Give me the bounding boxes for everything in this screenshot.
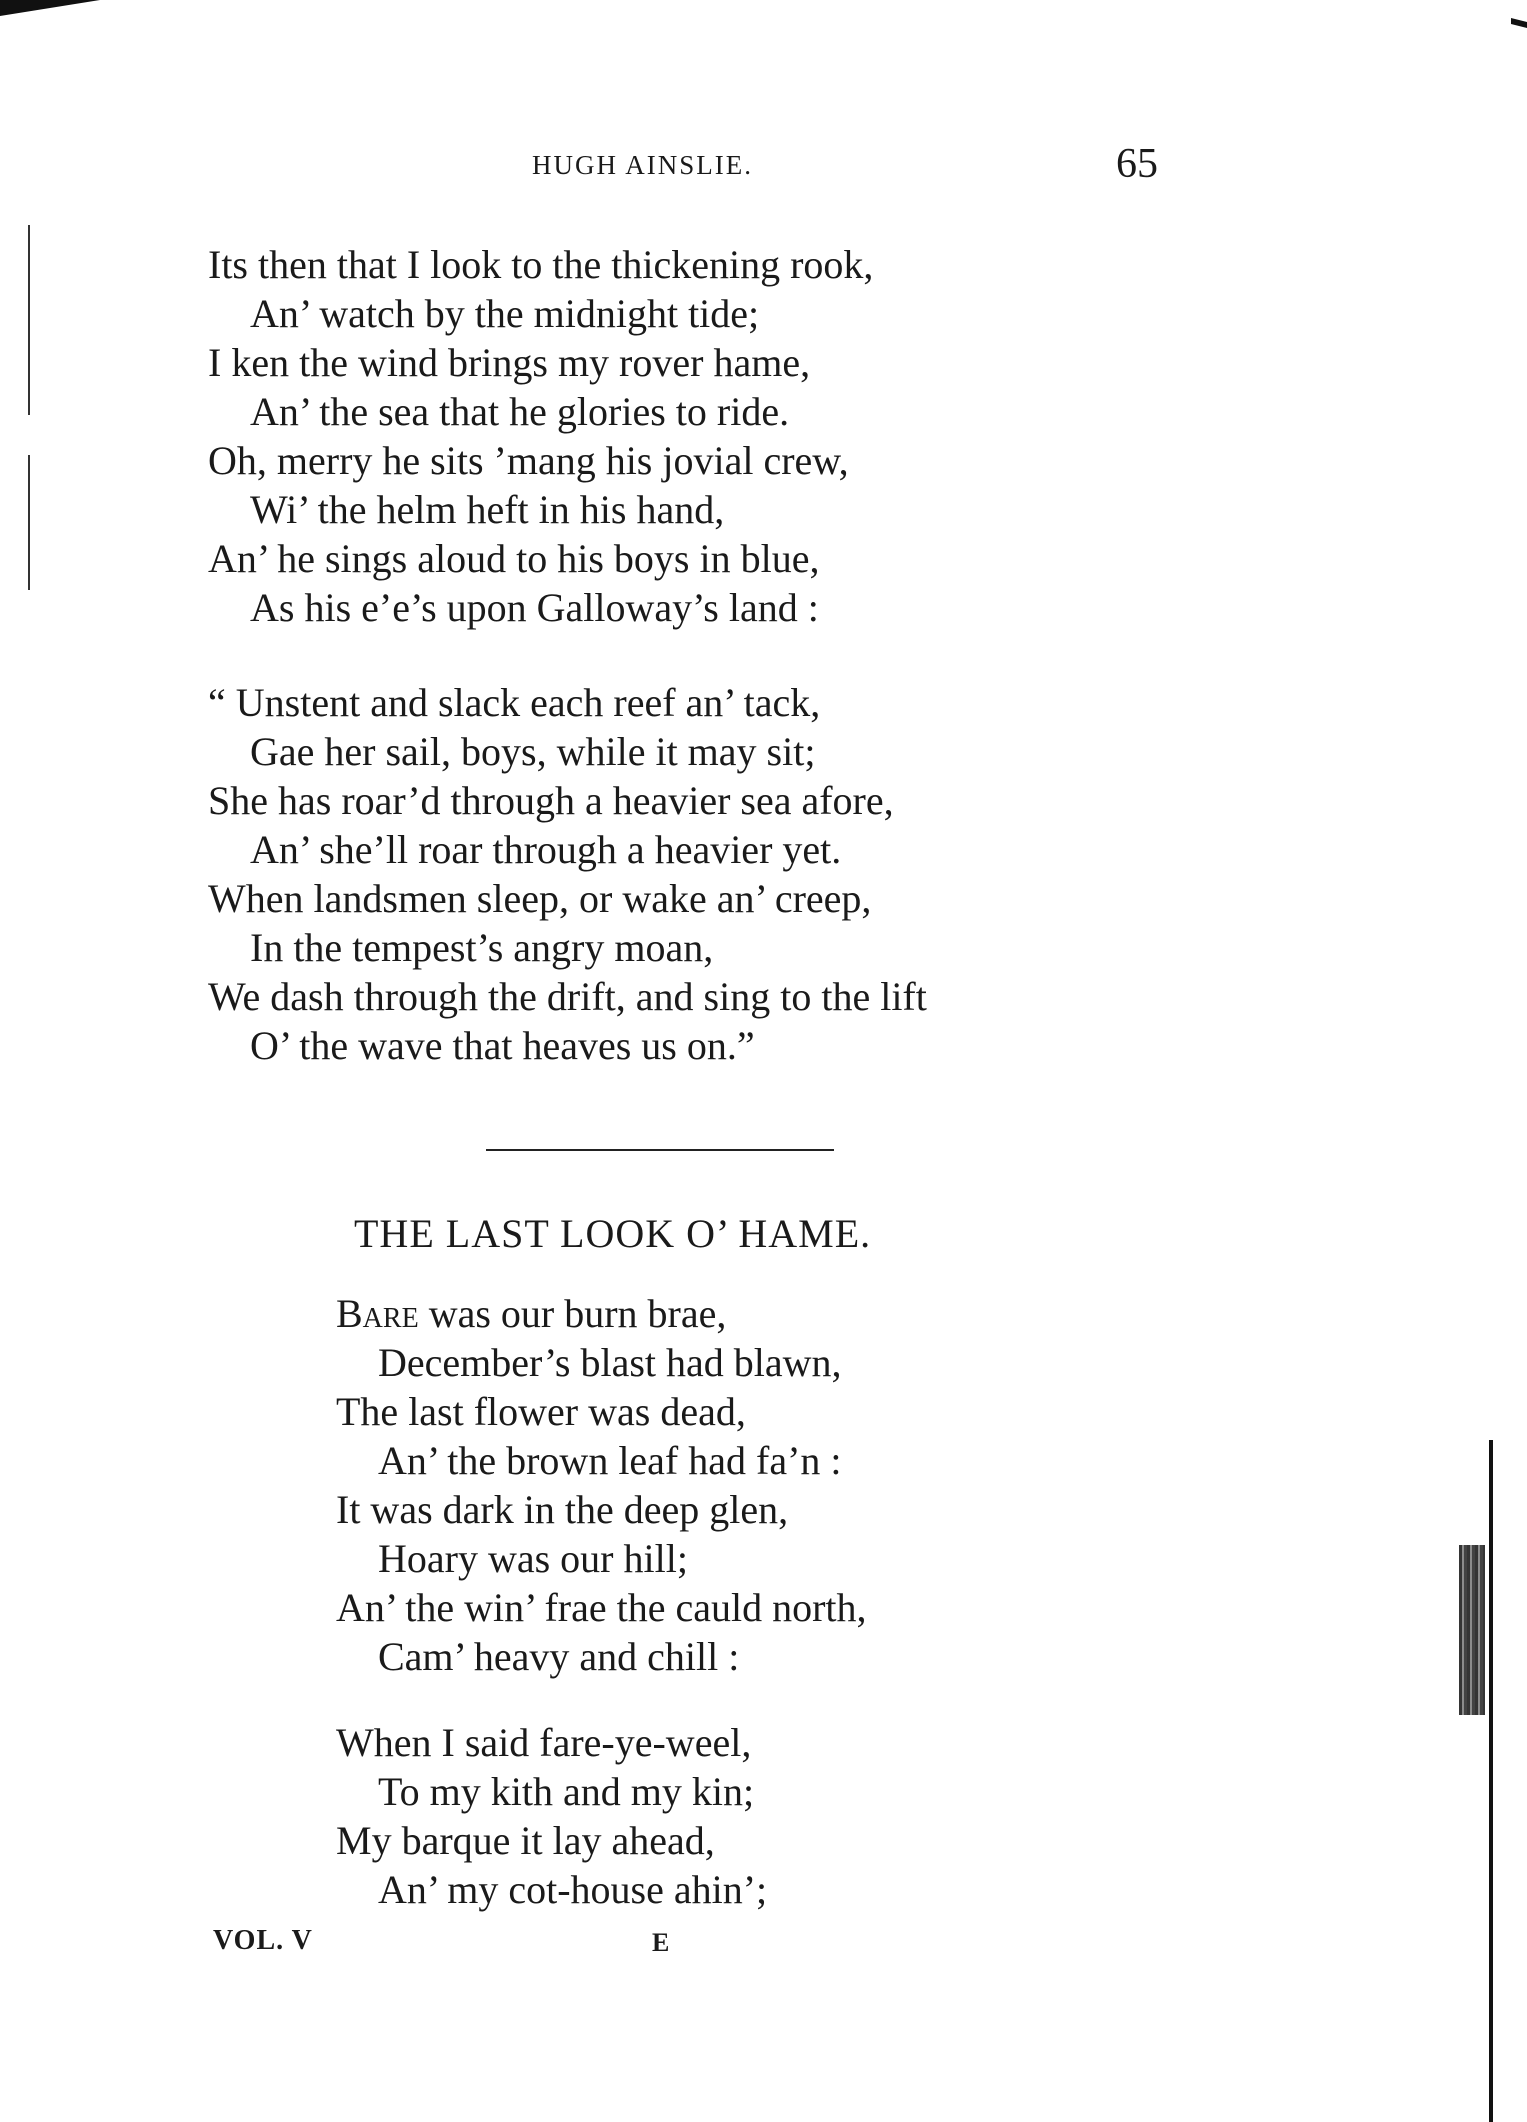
section-divider [486, 1149, 834, 1151]
poem1-stanza-1 [208, 240, 873, 632]
scan-corner-mark [0, 0, 100, 32]
verse-line: I ken the wind brings my rover hame, [208, 340, 811, 385]
verse-line: My barque it lay ahead, [336, 1818, 715, 1863]
scan-page-edge [1489, 1440, 1493, 2122]
verse-line: An’ he sings aloud to his boys in blue, [208, 536, 820, 581]
scan-corner-mark-right [1511, 18, 1527, 28]
verse-line: Cam’ heavy and chill : [378, 1634, 740, 1679]
verse-line: Gae her sail, boys, while it may sit; [250, 729, 816, 774]
verse-line: Wi’ the helm heft in his hand, [250, 487, 725, 532]
page-number: 65 [1116, 141, 1158, 187]
poem1-stanza-2 [208, 678, 927, 1070]
verse-line: As his e’e’s upon Galloway’s land : [250, 585, 819, 630]
verse-line: It was dark in the deep glen, [336, 1487, 789, 1532]
scan-ink-blot [1459, 1545, 1485, 1715]
verse-line: An’ she’ll roar through a heavier yet. [250, 827, 842, 872]
verse-line: An’ my cot-house ahin’; [378, 1867, 768, 1912]
verse-line: An’ watch by the midnight tide; [250, 291, 760, 336]
volume-signature: VOL. V [213, 1925, 313, 1956]
scan-margin-line [28, 455, 30, 590]
verse-line: “ Unstent and slack each reef an’ tack, [208, 680, 821, 725]
verse-line: We dash through the drift, and sing to the lift [208, 974, 927, 1019]
scan-margin-line [28, 225, 30, 415]
verse-line-first [336, 1289, 867, 1338]
verse-line-rest: was our burn brae, [418, 1291, 727, 1336]
drop-word: Bare [336, 1291, 419, 1336]
verse-line: An’ the win’ frae the cauld north, [336, 1585, 867, 1630]
verse-line: Oh, merry he sits ’mang his jovial crew, [208, 438, 849, 483]
poem-title: THE LAST LOOK O’ HAME. [354, 1211, 872, 1256]
gathering-signature: E [652, 1928, 670, 1957]
verse-line: To my kith and my kin; [378, 1769, 755, 1814]
verse-line: December’s blast had blawn, [378, 1340, 842, 1385]
verse-line: In the tempest’s angry moan, [250, 925, 714, 970]
verse-line: When landsmen sleep, or wake an’ creep, [208, 876, 872, 921]
running-head: HUGH AINSLIE. [532, 150, 753, 180]
verse-line: An’ the brown leaf had fa’n : [378, 1438, 842, 1483]
verse-line: An’ the sea that he glories to ride. [250, 389, 790, 434]
verse-line: Hoary was our hill; [378, 1536, 688, 1581]
verse-line: Its then that I look to the thickening rook, [208, 242, 874, 287]
verse-line: O’ the wave that heaves us on.” [250, 1023, 755, 1068]
verse-line: She has roar’d through a heavier sea afore, [208, 778, 894, 823]
poem2-stanza-1 [336, 1289, 867, 1681]
poem2-stanza-2 [336, 1718, 767, 1914]
verse-line: When I said fare-ye-weel, [336, 1720, 752, 1765]
verse-line: The last flower was dead, [336, 1389, 746, 1434]
